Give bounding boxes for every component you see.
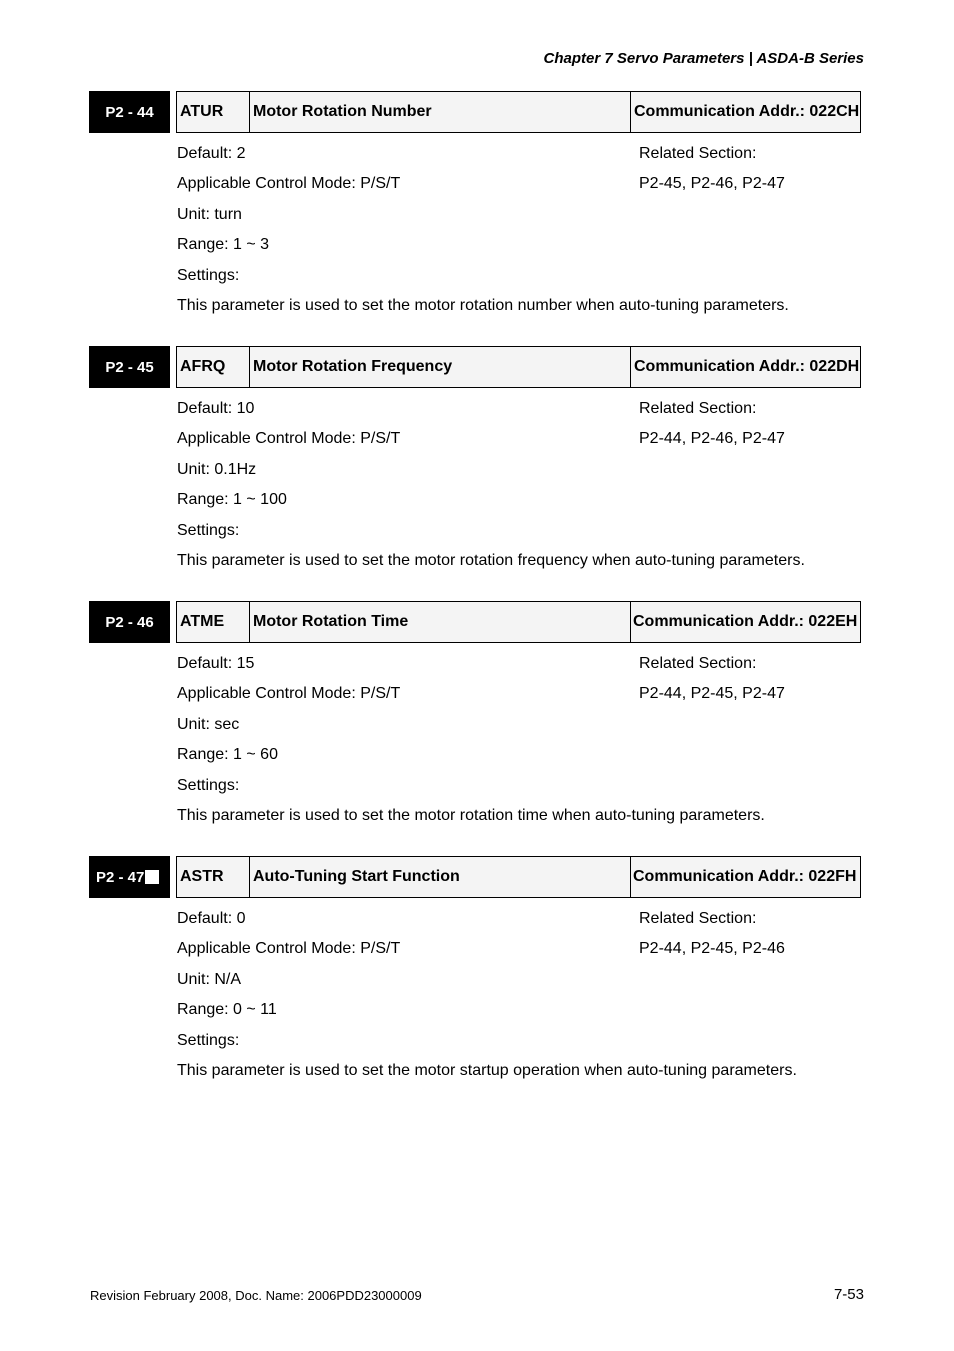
param-settings: Settings: bbox=[177, 777, 240, 794]
param-settings: Settings: bbox=[177, 267, 240, 284]
param-addr: Communication Addr.: 022FH bbox=[633, 868, 857, 885]
param-abbr: ATME bbox=[177, 602, 250, 642]
page-number: 7-53 bbox=[833, 1286, 864, 1303]
param-name: Motor Rotation Time bbox=[250, 602, 631, 642]
param-unit: Unit: turn bbox=[177, 206, 242, 223]
param-id-label: P2 - 46 bbox=[105, 613, 154, 631]
param-mode: Applicable Control Mode: P/S/T bbox=[177, 175, 401, 192]
param-default: Default: 15 bbox=[177, 655, 255, 672]
related-section-label: Related Section: bbox=[639, 655, 757, 672]
param-id-label: P2 - 44 bbox=[105, 103, 154, 121]
param-unit: Unit: sec bbox=[177, 716, 240, 733]
related-section-values: P2-44, P2-45, P2-46 bbox=[639, 940, 785, 957]
footer-revision: Revision February 2008, Doc. Name: 2006PDD23000009 bbox=[90, 1288, 422, 1303]
param-range: Range: 0 ~ 11 bbox=[177, 1001, 277, 1018]
param-range: Range: 1 ~ 3 bbox=[177, 236, 270, 253]
param-addr: Communication Addr.: 022EH bbox=[633, 613, 858, 630]
param-settings: Settings: bbox=[177, 1032, 240, 1049]
param-range: Range: 1 ~ 60 bbox=[177, 746, 278, 763]
parameter-block bbox=[0, 346, 954, 601]
related-section-label: Related Section: bbox=[639, 400, 757, 417]
param-table bbox=[176, 346, 861, 388]
param-range: Range: 1 ~ 100 bbox=[177, 491, 287, 508]
param-abbr: ATUR bbox=[177, 92, 250, 132]
param-addr: Communication Addr.: 022DH bbox=[634, 358, 860, 375]
square-marker-icon bbox=[145, 870, 159, 884]
parameter-block bbox=[0, 601, 954, 856]
param-description: This parameter is used to set the motor rotation frequency when auto-tuning parameters. bbox=[177, 552, 805, 569]
param-abbr: AFRQ bbox=[177, 347, 250, 387]
related-section-values: P2-44, P2-45, P2-47 bbox=[639, 685, 785, 702]
param-mode: Applicable Control Mode: P/S/T bbox=[177, 430, 401, 447]
param-default: Default: 0 bbox=[177, 910, 246, 927]
related-section-values: P2-45, P2-46, P2-47 bbox=[639, 175, 785, 192]
param-description: This parameter is used to set the motor startup operation when auto-tuning parameters. bbox=[177, 1062, 797, 1079]
param-unit: Unit: 0.1Hz bbox=[177, 461, 257, 478]
param-id bbox=[89, 856, 170, 898]
param-default: Default: 10 bbox=[177, 400, 255, 417]
param-mode: Applicable Control Mode: P/S/T bbox=[177, 940, 401, 957]
param-name: Auto-Tuning Start Function bbox=[250, 857, 631, 897]
related-section-label: Related Section: bbox=[639, 910, 757, 927]
related-section-values: P2-44, P2-46, P2-47 bbox=[639, 430, 785, 447]
param-unit: Unit: N/A bbox=[177, 971, 242, 988]
param-settings: Settings: bbox=[177, 522, 240, 539]
parameter-block bbox=[0, 856, 954, 1111]
param-addr: Communication Addr.: 022CH bbox=[634, 103, 860, 120]
param-id bbox=[89, 346, 170, 388]
related-section-label: Related Section: bbox=[639, 145, 757, 162]
param-name: Motor Rotation Frequency bbox=[250, 347, 631, 387]
param-abbr: ASTR bbox=[177, 857, 250, 897]
page-header: Chapter 7 Servo Parameters | ASDA-B Series bbox=[543, 50, 864, 67]
param-name: Motor Rotation Number bbox=[250, 92, 631, 132]
parameter-block bbox=[0, 91, 954, 346]
param-mode: Applicable Control Mode: P/S/T bbox=[177, 685, 401, 702]
param-id-label: P2 - 45 bbox=[105, 358, 154, 376]
param-table bbox=[176, 91, 861, 133]
param-description: This parameter is used to set the motor rotation time when auto-tuning parameters. bbox=[177, 807, 765, 824]
param-id bbox=[89, 601, 170, 643]
param-table bbox=[176, 856, 861, 898]
param-id-label: P2 - 47 bbox=[96, 868, 145, 886]
param-table bbox=[176, 601, 861, 643]
param-id bbox=[89, 91, 170, 133]
param-description: This parameter is used to set the motor rotation number when auto-tuning parameters. bbox=[177, 297, 789, 314]
param-default: Default: 2 bbox=[177, 145, 246, 162]
